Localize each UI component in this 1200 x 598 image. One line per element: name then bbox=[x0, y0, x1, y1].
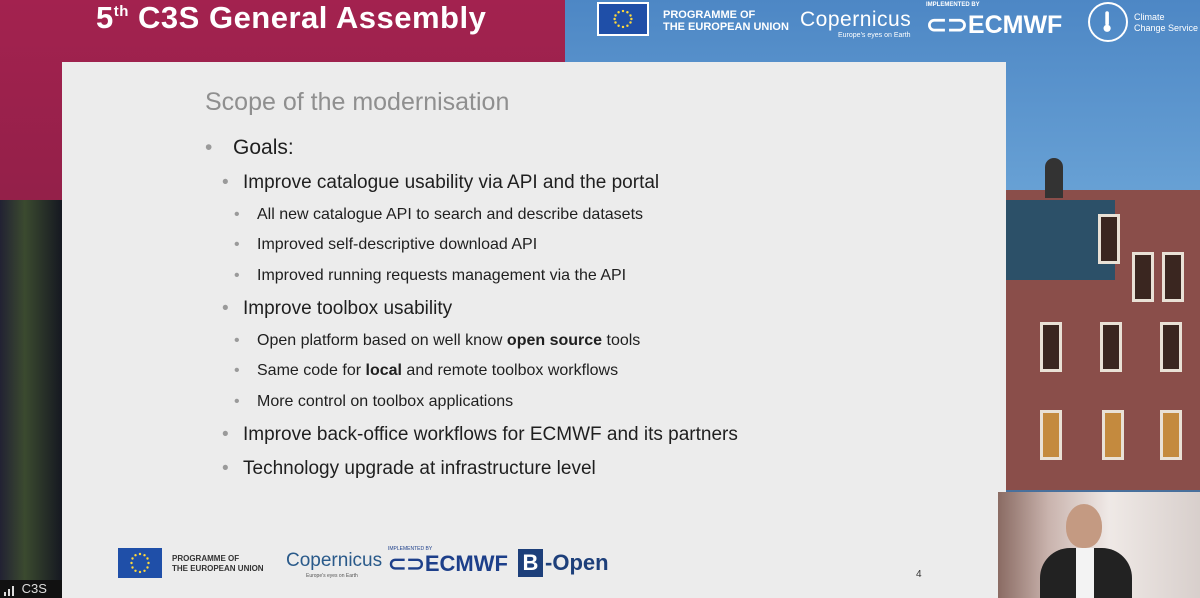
bullet-icon: • bbox=[222, 424, 229, 445]
event-title: 5th C3S General Assembly bbox=[96, 0, 487, 35]
building-window bbox=[1132, 252, 1154, 302]
copernicus-tagline: Europe's eyes on Earth bbox=[838, 32, 911, 39]
eu-flag-icon bbox=[118, 548, 162, 578]
building-window bbox=[1098, 214, 1120, 264]
programme-eu-logo-text: PROGRAMME OF THE EUROPEAN UNION bbox=[663, 9, 789, 33]
bopen-logo-mark: B bbox=[518, 549, 543, 577]
bullet-icon: • bbox=[234, 393, 240, 410]
bullet-icon: • bbox=[234, 362, 240, 379]
bullet-icon: • bbox=[234, 332, 240, 349]
building-window bbox=[1102, 410, 1124, 460]
building-window bbox=[1162, 252, 1184, 302]
building-window bbox=[1160, 322, 1182, 372]
thermometer-icon bbox=[1088, 2, 1128, 42]
building-window bbox=[1100, 322, 1122, 372]
eu-flag-icon bbox=[597, 2, 649, 36]
speaker-video-thumbnail[interactable] bbox=[998, 492, 1200, 598]
ecmwf-logo: ⊂⊃ECMWF bbox=[926, 11, 1063, 39]
participant-label: C3S bbox=[0, 580, 62, 598]
background-earth-strip bbox=[0, 200, 62, 580]
speaker-shirt bbox=[1076, 548, 1094, 598]
footer-programme-eu-text: PROGRAMME OF THE EUROPEAN UNION bbox=[172, 554, 264, 573]
signal-bars-icon bbox=[4, 584, 18, 596]
bullet-icon: • bbox=[234, 236, 240, 253]
bopen-logo-text: -Open bbox=[545, 550, 609, 575]
footer-copernicus-tagline: Europe's eyes on Earth bbox=[306, 573, 358, 579]
presentation-slide bbox=[62, 62, 1006, 598]
bullet-icon: • bbox=[234, 206, 240, 223]
bullet-icon: • bbox=[234, 267, 240, 284]
building-window bbox=[1040, 322, 1062, 372]
bullet-icon: • bbox=[222, 458, 229, 479]
ecmwf-implemented-label: IMPLEMENTED BY bbox=[926, 2, 980, 8]
climate-change-service-logo: Climate Change Service bbox=[1134, 12, 1199, 33]
footer-ecmwf-logo: ⊂⊃ECMWF bbox=[388, 551, 508, 576]
copernicus-logo: Copernicus bbox=[800, 8, 912, 31]
bullet-icon: • bbox=[222, 172, 229, 193]
speaker-head bbox=[1066, 504, 1102, 548]
bullet-icon: • bbox=[205, 136, 213, 159]
footer-copernicus-logo: Copernicus bbox=[286, 550, 383, 571]
building-window bbox=[1160, 410, 1182, 460]
slide-title: Scope of the modernisation bbox=[205, 88, 510, 116]
building-window bbox=[1040, 410, 1062, 460]
bullet-icon: • bbox=[222, 298, 229, 319]
building-tower bbox=[1045, 158, 1063, 198]
slide-page-number: 4 bbox=[916, 569, 922, 580]
footer-ecmwf-implemented-label: IMPLEMENTED BY bbox=[388, 546, 433, 552]
